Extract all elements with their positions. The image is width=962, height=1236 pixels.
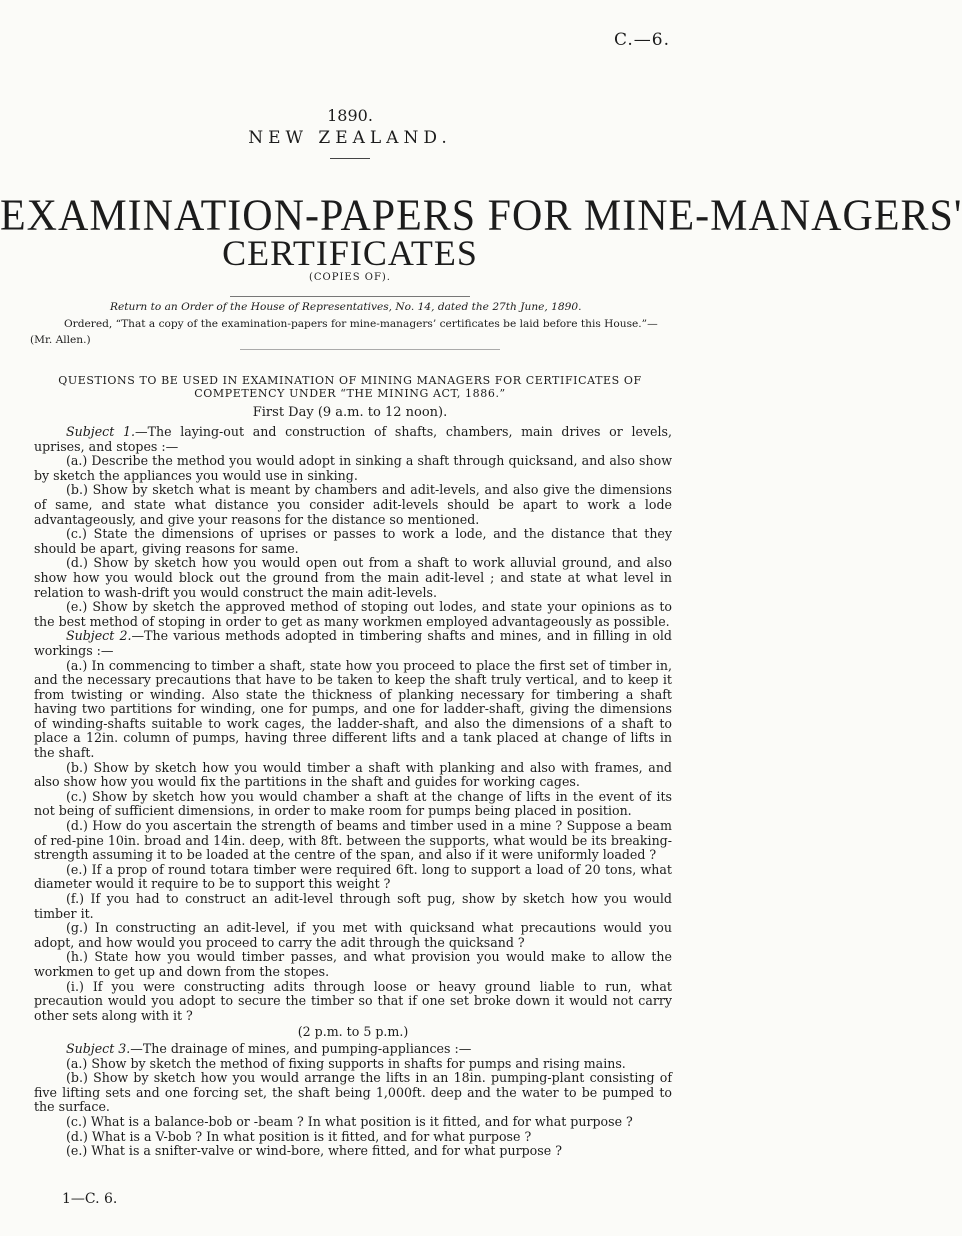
question-item: (h.) State how you would timber passes, and what provision you would make to allow the workmen to get up and down from the stopes. xyxy=(34,949,672,979)
divider xyxy=(240,349,500,350)
subtitle: (COPIES OF). xyxy=(309,272,391,283)
question-item: (f.) If you had to construct an adit-level through soft pug, show by sketch how you would timber it. xyxy=(34,891,672,921)
question-item: (a.) Show by sketch the method of fixing supports in shafts for pumps and rising mains. xyxy=(66,1055,626,1071)
divider xyxy=(230,296,470,297)
ordered-by: (Mr. Allen.) xyxy=(30,334,91,346)
divider xyxy=(330,158,370,159)
question-item: (e.) Show by sketch the approved method of stoping out lodes, and state your opinions as to the best method of stoping in order to get as many workmen employed advantageously as possible. xyxy=(34,599,672,629)
questions-heading: QUESTIONS TO BE USED IN EXAMINATION OF MINING MANAGERS FOR CERTIFICATES OF xyxy=(58,374,642,387)
return-line: Return to an Order of the House of Representatives, No. 14, dated the 27th June, 1890. xyxy=(110,301,582,313)
page-title-line-2: CERTIFICATES xyxy=(222,233,478,273)
ordered-line: Ordered, “That a copy of the examination-papers for mine-managers’ certificates be laid before this House.”— xyxy=(64,318,658,330)
exam-body xyxy=(34,425,672,1159)
questions-heading-line-2: COMPETENCY UNDER “THE MINING ACT, 1886.” xyxy=(194,387,506,400)
session-heading: First Day (9 a.m. to 12 noon). xyxy=(252,405,448,420)
subject-heading: Subject 3.—The drainage of mines, and pumping-appliances :— xyxy=(66,1040,472,1056)
question-item: (e.) If a prop of round totara timber were required 6ft. long to support a load of 20 tons, what diameter would it require to be to support this weight ? xyxy=(34,861,672,892)
question-item: (a.) Describe the method you would adopt in sinking a shaft through quicksand, and also show by sketch the appliances you would use in sinking. xyxy=(34,453,672,483)
subject-heading: Subject 1.—The laying-out and construction of shafts, chambers, main drives or levels, uprises, and stopes :— xyxy=(34,424,672,454)
page-footer: 1—C. 6. xyxy=(62,1191,118,1207)
session-heading: (2 p.m. to 5 p.m.) xyxy=(297,1024,409,1040)
subject-heading: Subject 2.—The various methods adopted in timbering shafts and mines, and in filling in old workings :— xyxy=(34,628,672,658)
question-item: (c.) Show by sketch how you would chamber a shaft at the change of lifts in the event of its not being of sufficient dimensions, in order to make room for pumps being placed in position. xyxy=(34,788,672,819)
question-item: (b.) Show by sketch what is meant by chambers and adit-levels, and also give the dimensions of same, and state what distance you consider adit-levels should be apart to work a lode advantageously, and give your reasons for the distance so mentioned. xyxy=(34,482,672,527)
question-item: (c.) What is a balance-bob or -beam ? In what position is it fitted, and for what purpose ? xyxy=(66,1113,633,1129)
question-item: (d.) What is a V-bob ? In what position is it fitted, and for what purpose ? xyxy=(66,1128,532,1144)
year: 1890. xyxy=(327,106,373,125)
question-item: (d.) How do you ascertain the strength of beams and timber used in a mine ? Suppose a beam of red-pine 10in. broad and 14in. deep, with 8ft. between the supports, what would be its breaking-strength assuming it to be loaded at the centre of the span, and also if it were uniformly loaded ? xyxy=(34,818,672,863)
question-item: (e.) What is a snifter-valve or wind-bore, where fitted, and for what purpose ? xyxy=(66,1143,562,1159)
question-item: (a.) In commencing to timber a shaft, state how you proceed to place the first set of timber in, and the necessary precautions that have to be taken to keep the shaft truly vertical, and to keep it from twisting or winding. Also state the thickness of planking necessary for timbering a shaft having two partitions for winding, one for pumps, and one for ladder-shaft, giving the dimensions of winding-shafts suitable to work cages, the ladder-shaft, and also the dimensions of a shaft to place a 12in. column of pumps, having three different lifts and a tank placed at change of lifts in the shaft. xyxy=(34,657,672,761)
country-heading: NEW ZEALAND. xyxy=(248,128,452,148)
question-item: (b.) Show by sketch how you would timber a shaft with planking and also with frames, and also show how you would fix the partitions in the shaft and guides for working cages. xyxy=(34,759,672,790)
question-item: (d.) Show by sketch how you would open out from a shaft to work alluvial ground, and also show how you would block out the ground from the main adit-level ; and state at what level in relation to wash-drift you would construct the main adit-levels. xyxy=(34,555,672,600)
question-item: (i.) If you were constructing adits through loose or heavy ground liable to run, what precaution would you adopt to secure the timber so that if one set broke down it would not carry other sets along with it ? xyxy=(34,978,672,1023)
question-item: (g.) In constructing an adit-level, if you met with quicksand what precautions would you adopt, and how would you proceed to carry the adit through the quicksand ? xyxy=(34,920,672,950)
question-item: (c.) State the dimensions of uprises or passes to work a lode, and the distance that they should be apart, giving reasons for same. xyxy=(34,526,672,556)
question-item: (b.) Show by sketch how you would arrange the lifts in an 18in. pumping-plant consisting of five lifting sets and one forcing set, the shaft being 1,000ft. deep and the water to be pumped to the surface. xyxy=(34,1070,672,1115)
page-title: EXAMINATION-PAPERS FOR MINE-MANAGERS' xyxy=(0,191,962,241)
paper-reference: C.—6. xyxy=(613,30,670,50)
